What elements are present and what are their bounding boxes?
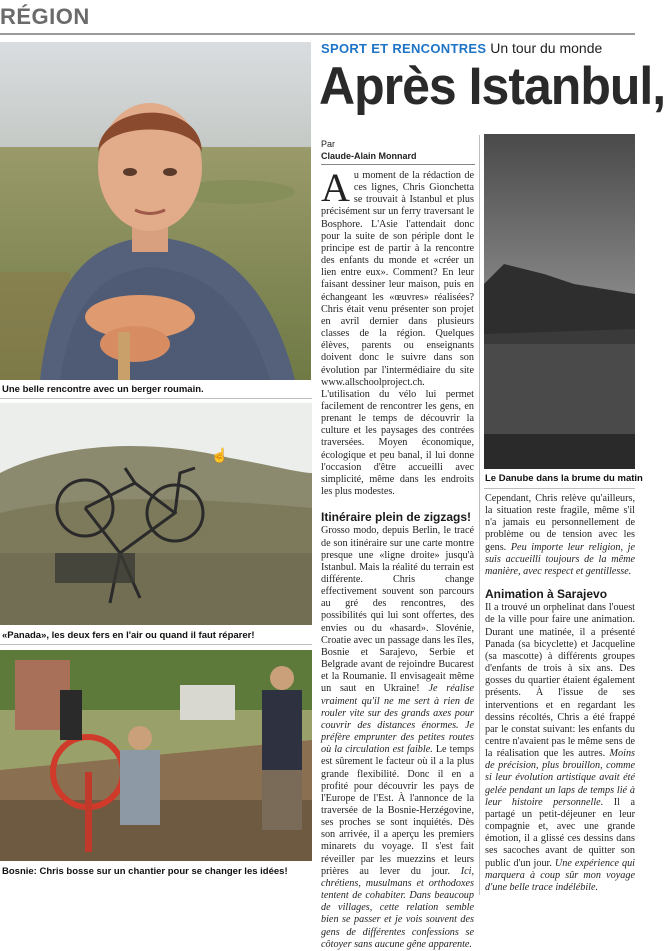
quote-text: Je réalise vraiment qu'il ne me sert à rien de rouler vite sur des grands axes pour couvrir des distances énormes. Je préfère emprunter des petites routes où la circulation est faible.	[321, 683, 474, 756]
kicker-text: Un tour du monde	[490, 40, 603, 56]
paragraph	[485, 493, 635, 578]
caption-photo-danube: Le Danube dans la brume du matin	[485, 473, 643, 484]
paragraph	[321, 165, 474, 498]
mouse-cursor-icon: ☝	[211, 449, 229, 464]
paragraph-text: Le temps est sûrement le facteur où il a la plus grande flexibilité. Donc il en a profité pour découvrir les pays de l'Europe de l'Est. À l'annonce de la traversée de la Bosnie-Herzégovine, ses proches se sont inquiétés. Dès son arrivée, il a aperçu les premiers minarets du voyage. Il s'est fait réveiller par les muezzins et leurs prières au lever du jour.	[321, 744, 474, 877]
caption-photo-bicycle: «Panada», les deux fers en l'air ou quand il faut réparer!	[2, 630, 255, 641]
paragraph	[321, 525, 474, 950]
paragraph	[485, 602, 635, 894]
headline: Après Istanbul,	[319, 56, 665, 116]
column-rule	[479, 135, 480, 895]
quote-text: Peu importe leur religion, je suis accueilli toujours de la même manière, avec respect et gentillesse.	[485, 541, 635, 577]
dropcap: A	[321, 165, 350, 210]
paragraph-text: Grosso modo, depuis Berlin, le tracé de son itinéraire sur une carte montre presque une «ligne droite» jusqu'à Istanbul. Mais la réalité du terrain est différente. Chris change effectivement souvent son parcours au gré des rencontres, des possibilités qui lui sont offertes, des envies ou du «hasard». Slovénie, Croatie avec un passage dans les îles, Bosnie et Sarajevo, Serbie et Belgrade avant de rejoindre Bucarest et la Roumanie. Il envisageait même un saut en Ukraine!	[321, 525, 474, 695]
photo-bicycle	[0, 403, 312, 625]
quote-text: Ici, chrétiens, musulmans et orthodoxes tentent de cohabiter. Dans beaucoup de villages, cette relation semble bien se passer et je vois souvent des gens de différentes confessions se côtoyer sans aucune gêne apparente.	[321, 865, 474, 950]
byline-author: Claude-Alain Monnard	[321, 151, 417, 161]
divider	[0, 398, 312, 399]
caption-photo-construction: Bosnie: Chris bosse sur un chantier pour se changer les idées!	[2, 866, 288, 877]
photo-construction	[0, 650, 312, 861]
paragraph-text: u moment de la rédaction de ces lignes, Chris Gionchetta se trouvait à Istanbul et plus précisément sur un ferry traversant le Bosphore. L'Asie l'attendait donc pour la suite de son périple dont le principe est de partir à la rencontre des enfants du monde et «créer un lien entre eux». Comment? En leur faisant dessiner leur maison, puis en échangeant les «œuvres» réalisées? Chris était venu présenter son projet en avril dernier dans plusieurs classes de la région. Quelques élèves, parents ou enseignants doivent donc le suivre dans son évolution par l'intermédiaire du site www.allschoolproject.ch. L'utilisation du vélo lui permet facilement de rencontrer les gens, en prenant le temps de découvrir la culture et les paysages des contrées traversées. Moyen économique, écologique et peu banal, il lui donne l'occasion d'être accueilli avec simplicité, même dans les endroits les plus modestes.	[321, 170, 474, 498]
byline-prefix: Par	[321, 139, 336, 149]
kicker-label: SPORT ET RENCONTRES	[321, 41, 487, 56]
caption-photo-shepherd: Une belle rencontre avec un berger roumain.	[2, 384, 204, 395]
quote-text: Une expérience qui marquera à coup sûr mon voyage d'une belle trace indélébile.	[485, 857, 635, 893]
article-column-2	[485, 493, 635, 893]
header-rule	[0, 33, 635, 35]
photo-danube	[484, 134, 635, 469]
divider	[0, 644, 312, 645]
byline	[321, 138, 417, 162]
subheading-zigzags: Itinéraire plein de zigzags!	[321, 510, 472, 525]
paragraph-text: Il a trouvé un orphelinat dans l'ouest de la ville pour faire une animation. Durant une matinée, il a présenté Panada (sa bicyclette) et Jacqueline (sa mascotte) à différents groupes d'enfants de trois à six ans. Des gosses du quartier étaient également présents. À l'issue de ses interventions et en regardant les dessins récoltés, Chris a été frappé par le constat suivant: les enfants du centre n'avaient pas le même sens de la réalisation que les autres.	[485, 602, 635, 760]
paragraph-text: Cependant, Chris relève qu'ailleurs, la situation reste fragile, même s'il n'a jamais eu personnellement de problème ou de tension avec les gens.	[485, 493, 635, 553]
divider	[484, 488, 635, 489]
paragraph-text: Il a partagé un petit-déjeuner en leur compagnie et, avec une grande émotion, il a glissé ces dessins dans ses sacoches avant de quitter son public d'un jour.	[485, 796, 635, 869]
article-column-1	[321, 165, 474, 950]
subheading-sarajevo: Animation à Sarajevo	[485, 587, 608, 602]
section-title: RÉGION	[0, 4, 90, 29]
quote-text: Moins de précision, plus brouillon, comme si leur évolution artistique avait été gelée pendant un laps de temps lié à leur histoire personnelle.	[485, 748, 635, 808]
photo-shepherd	[0, 42, 311, 380]
kicker	[321, 40, 602, 56]
